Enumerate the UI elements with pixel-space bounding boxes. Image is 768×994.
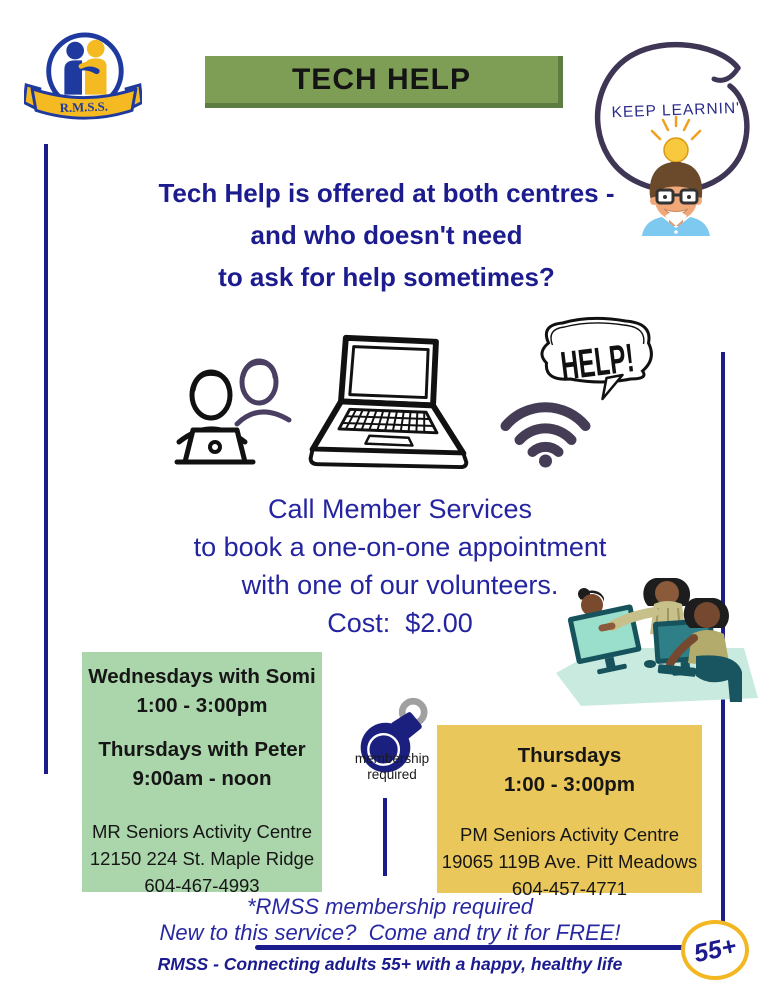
mr-address: 12150 224 St. Maple Ridge xyxy=(89,848,315,869)
wifi-icon xyxy=(497,390,594,468)
headline-line-1: Tech Help is offered at both centres - xyxy=(158,178,615,208)
mr-schedule2-day: Thursdays with Peter xyxy=(98,738,306,761)
mr-phone: 604-467-4993 xyxy=(144,875,260,896)
title-banner xyxy=(205,56,563,108)
footer-note-2: New to this service? Come and try it for FREE! xyxy=(159,920,621,945)
membership-required-label xyxy=(340,751,444,783)
fifty-five-plus-badge xyxy=(681,920,749,980)
laptop-doodle-icon xyxy=(288,330,486,472)
pitt-meadows-schedule-box xyxy=(437,725,702,899)
page-title: TECH HELP xyxy=(291,62,471,96)
info-line-1: Call Member Services xyxy=(267,494,533,524)
rmss-logo xyxy=(24,30,142,128)
maple-ridge-schedule-box xyxy=(82,652,322,896)
mr-schedule1-day: Wednesdays with Somi xyxy=(88,665,316,688)
fifty-five-plus-text: 55+ xyxy=(691,931,739,968)
footer-note-1: *RMSS membership required xyxy=(246,894,534,919)
pm-address: 19065 119B Ave. Pitt Meadows xyxy=(441,851,698,872)
headline-line-2: and who doesn't need xyxy=(250,220,523,250)
footer-rule xyxy=(255,945,685,950)
footer-notes xyxy=(60,894,720,946)
mr-venue: MR Seniors Activity Centre xyxy=(91,821,312,842)
mr-schedule1-time: 1:00 - 3:00pm xyxy=(136,694,268,717)
info-cost-line: Cost: $2.00 xyxy=(327,608,473,638)
mr-schedule2-time: 9:00am - noon xyxy=(132,767,272,790)
membership-label-line-2: required xyxy=(367,767,417,782)
rmss-logo-graphic xyxy=(24,30,142,128)
info-line-3: with one of our volunteers. xyxy=(241,570,559,600)
membership-label-line-1: membership xyxy=(354,751,430,766)
left-accent-line xyxy=(44,144,48,774)
rmss-logo-banner-text: R.M.S.S. xyxy=(59,99,109,116)
info-line-2: to book a one-on-one appointment xyxy=(193,532,607,562)
pm-schedule-time: 1:00 - 3:00pm xyxy=(503,773,636,796)
pm-phone: 604-457-4771 xyxy=(511,878,628,899)
pm-venue: PM Seniors Activity Centre xyxy=(460,824,679,845)
computer-class-illustration xyxy=(546,568,766,708)
headline-line-3: to ask for help sometimes? xyxy=(218,262,555,292)
help-bubble-text: HELP! xyxy=(558,336,637,390)
footer-tagline: RMSS - Connecting adults 55+ with a happy, healthy life xyxy=(157,954,623,974)
pm-schedule-day: Thursdays xyxy=(517,744,622,767)
divider-line xyxy=(383,798,387,876)
headline xyxy=(104,172,669,298)
keep-learnin-text: KEEP LEARNIN' xyxy=(611,99,741,122)
